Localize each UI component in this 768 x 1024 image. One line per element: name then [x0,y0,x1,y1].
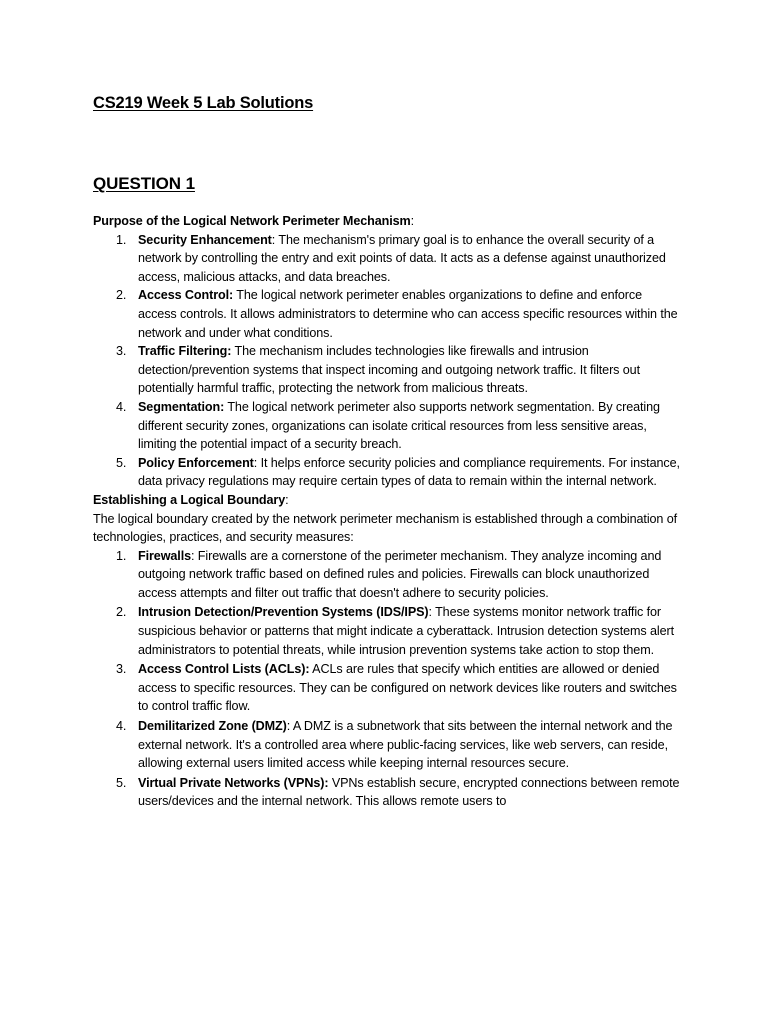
list-item-text: Firewalls are a cornerstone of the perimeter mechanism. They analyze incoming and outgoing network traffic based on defined rules and policies. Firewalls can block unauthorized access attempts and filter out traffic that doesn't adhere to security policies. [138,548,662,600]
boundary-intro-paragraph: The logical boundary created by the network perimeter mechanism is established through a combination of technologies, practices, and security measures: [93,511,678,545]
purpose-heading-text: Purpose of the Logical Network Perimeter Mechanism [93,214,411,228]
list-item-term: Security Enhancement [138,232,272,247]
boundary-heading-text: Establishing a Logical Boundary [93,492,286,507]
boundary-section-heading [93,491,683,510]
list-item-term: Traffic Filtering: [138,344,232,359]
purpose-section-heading [93,212,683,231]
list-item-separator: : [191,548,195,563]
list-item-separator: : [428,605,432,620]
list-item-term: Access Control: [138,288,234,303]
list-item-number: 2. [116,288,127,303]
list-item-number: 1. [116,548,127,563]
list-item-term: Virtual Private Networks (VPNs): [138,775,329,790]
purpose-heading-suffix: : [410,214,415,228]
list-item [93,717,683,773]
list-item-number: 4. [116,399,127,414]
list-item [93,660,683,716]
list-item-term: Intrusion Detection/Prevention Systems (IDS/IPS) [138,605,429,620]
list-item-term: Segmentation: [138,399,225,414]
list-item [93,286,683,342]
list-item-number: 3. [116,662,127,677]
boundary-list [93,547,683,811]
list-item-text: The logical network perimeter enables organizations to define and enforce access controls. It allows administrators to determine who can access specific resources within the network and under what conditions. [138,288,678,340]
list-item-text: The mechanism includes technologies like firewalls and intrusion detection/prevention systems that inspect incoming and outgoing network traffic. It filters out potentially harmful traffic, protecting the network from malicious threats. [138,344,640,396]
purpose-list [93,231,683,491]
list-item-term: Demilitarized Zone (DMZ) [138,719,287,734]
list-item-number: 2. [116,605,127,620]
list-item [93,603,683,659]
list-item [93,398,683,454]
list-item [93,774,683,811]
list-item-term: Policy Enforcement [138,455,254,470]
list-item-text: These systems monitor network traffic for suspicious behavior or patterns that might indicate a cyberattack. Intrusion detection systems alert administrators to potential threats, while intrusion prevention systems take action to stop them. [138,605,675,657]
list-item-number: 5. [116,455,127,470]
list-item-text: A DMZ is a subnetwork that sits between the internal network and the external network. It's a controlled area where public-facing services, like web servers, can reside, allowing external users limited access while keeping internal resources secure. [138,719,673,771]
list-item-text: ACLs are rules that specify which entities are allowed or denied access to specific resources. They can be configured on network devices like routers and switches to control traffic flow. [138,662,677,714]
list-item [93,231,683,287]
list-item-separator: : [286,719,291,734]
list-item-separator: : [253,455,258,470]
boundary-heading-suffix: : [285,492,289,507]
list-item-text: The mechanism's primary goal is to enhance the overall security of a network by controlling the entry and exit points of data. It acts as a defense against unauthorized access, malicious attacks, and data breaches. [138,232,666,284]
list-item [93,547,683,603]
document-title: CS219 Week 5 Lab Solutions [93,94,314,112]
list-item [93,342,683,398]
list-item-number: 1. [116,232,127,247]
list-item-number: 5. [116,775,127,790]
list-item-term: Access Control Lists (ACLs): [138,662,310,677]
list-item-term: Firewalls [138,548,191,563]
document-content [93,92,683,812]
list-item-text: The logical network perimeter also supports network segmentation. By creating different security zones, organizations can isolate critical resources from less sensitive areas, limiting the potential impact of a security breach. [138,399,660,452]
list-item-number: 3. [116,344,127,359]
list-item-separator: : [271,232,276,247]
list-item-text: VPNs establish secure, encrypted connections between remote users/devices and the internal network. This allows remote users to [138,775,680,809]
list-item-number: 4. [116,719,127,734]
list-item [93,454,683,491]
list-item-text: It helps enforce security policies and compliance requirements. For instance, data privacy regulations may require certain types of data to remain within the internal network. [138,455,680,489]
question-heading: QUESTION 1 [93,174,195,193]
